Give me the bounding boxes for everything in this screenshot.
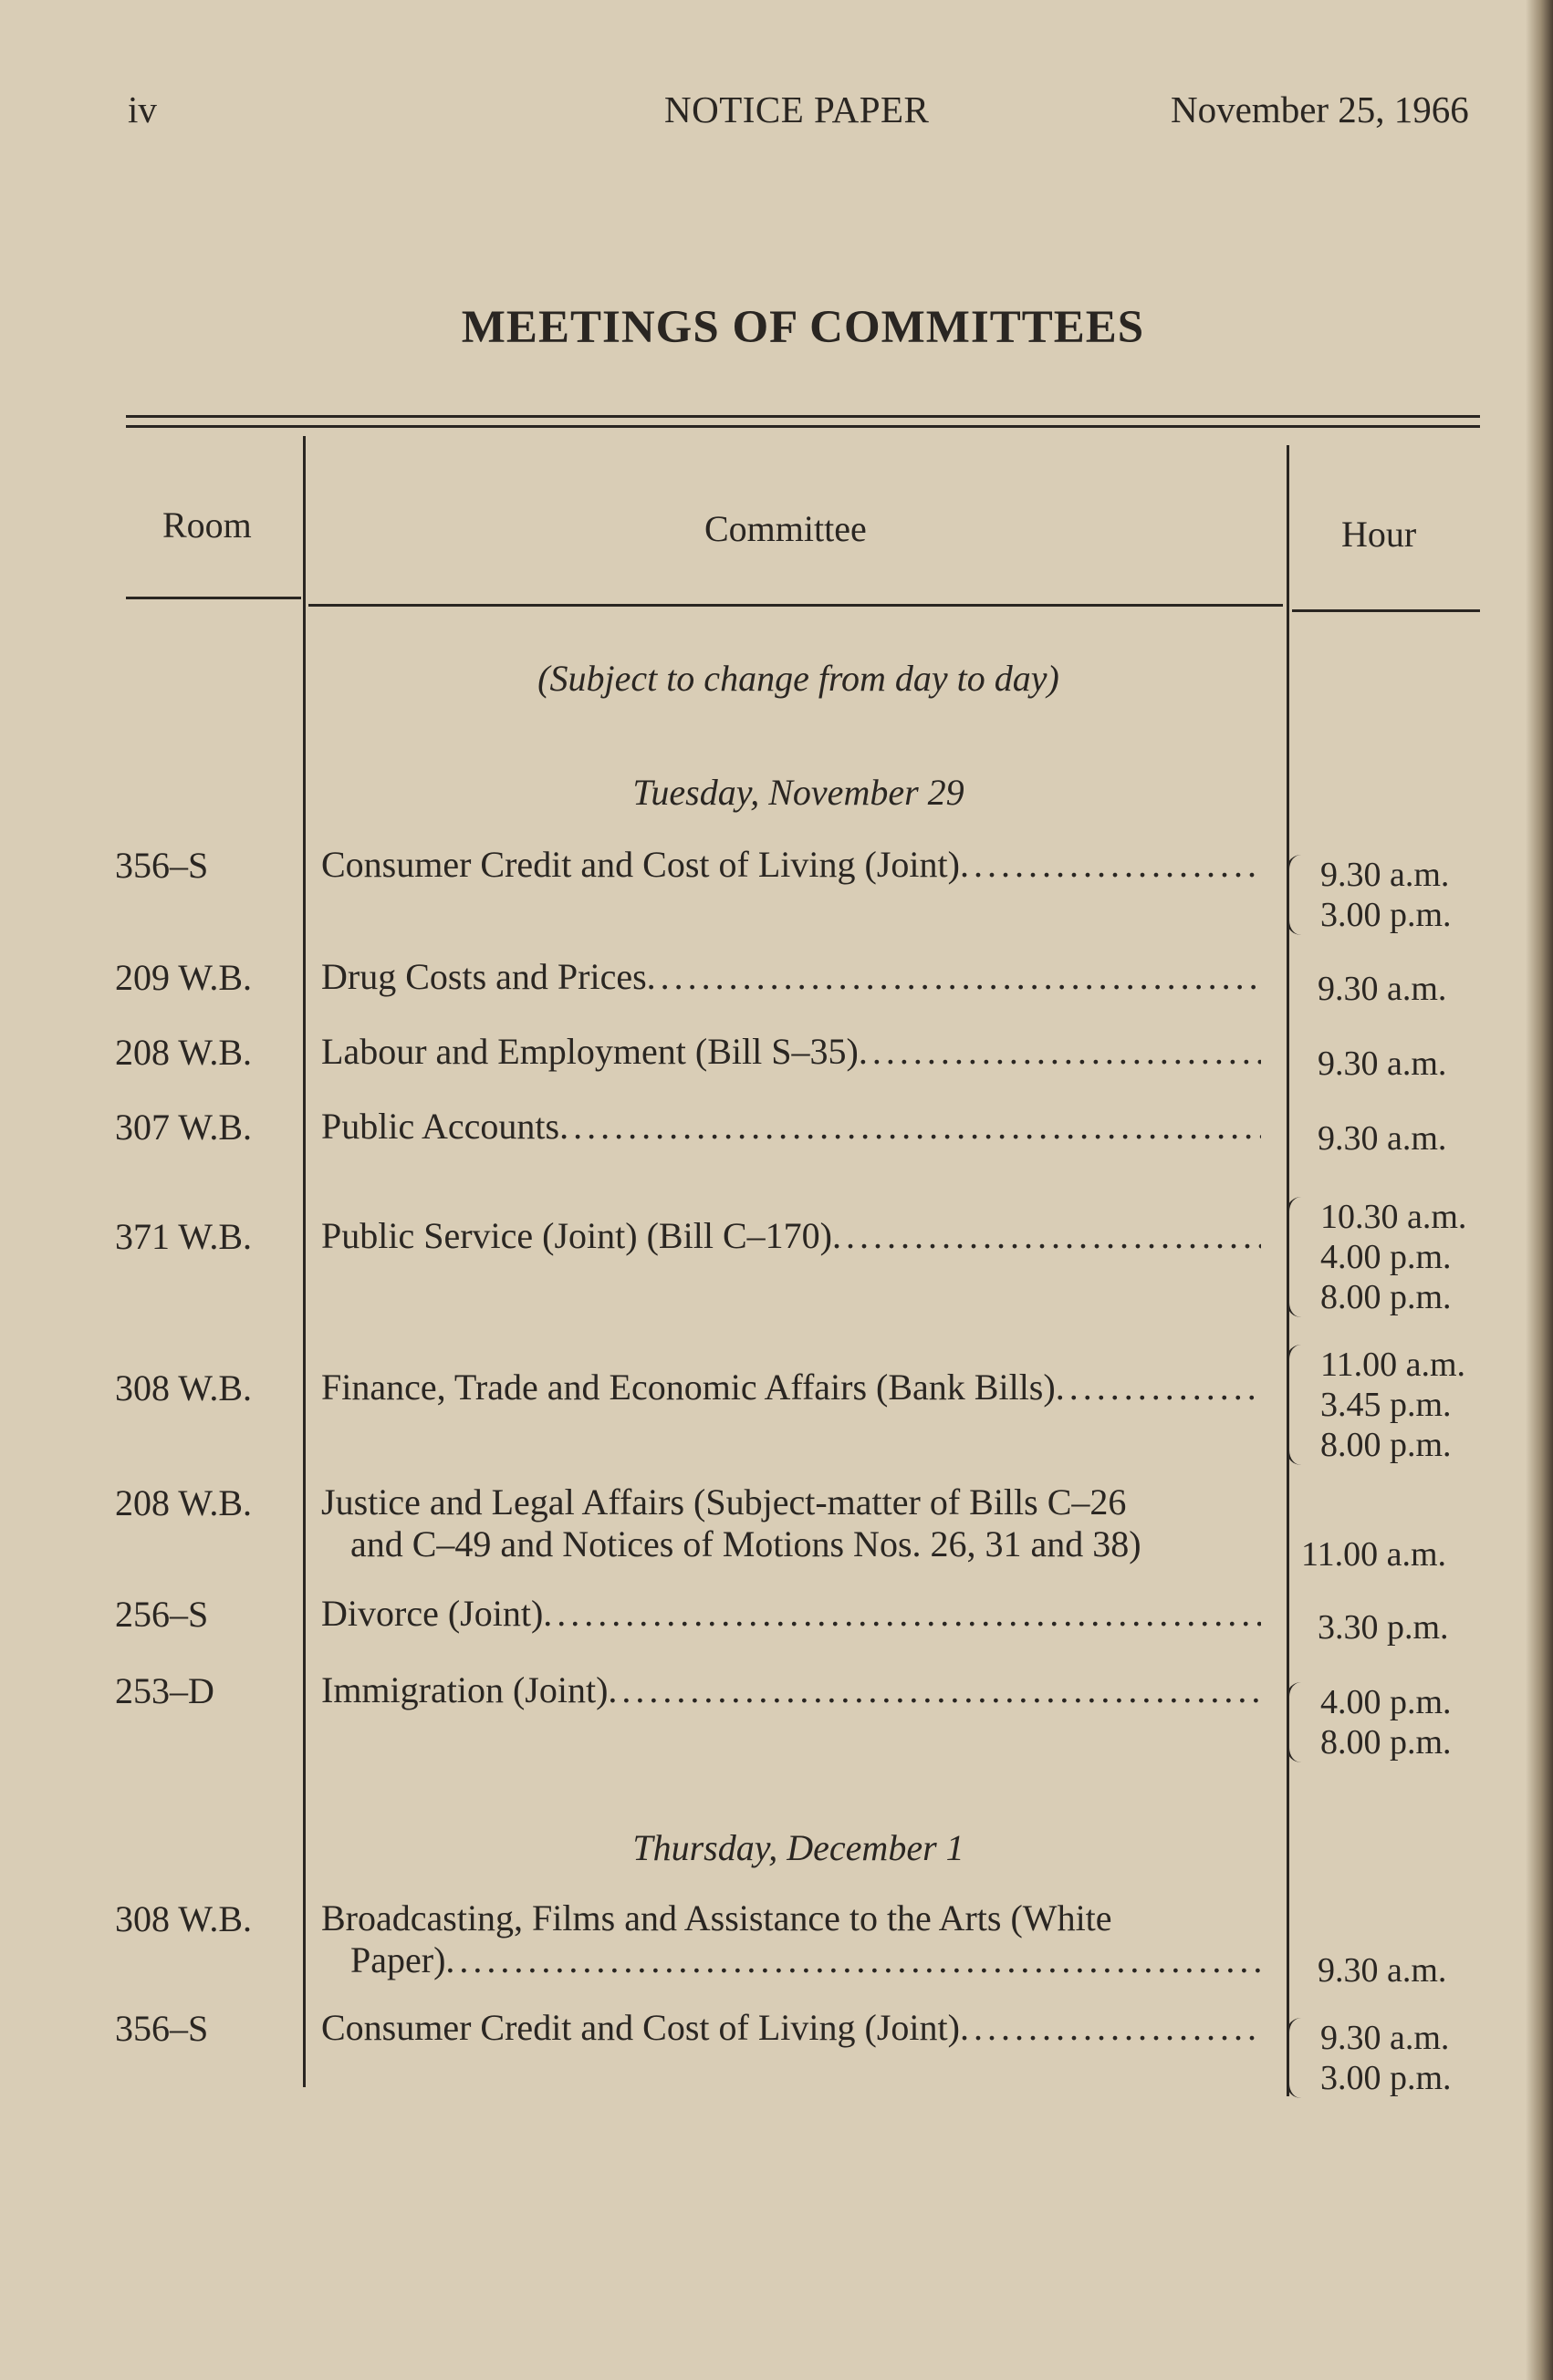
column-header-committee: Committee [704, 508, 867, 549]
hour-value: 11.00 a.m. [1320, 1346, 1466, 1384]
hour-value: 4.00 p.m. [1320, 1683, 1452, 1721]
committee-name [321, 1367, 1261, 1408]
room-number: 209 W.B. [115, 957, 253, 998]
dot-leader [445, 1939, 1261, 1981]
table-top-rule [126, 415, 1480, 418]
meeting-hours [1287, 1044, 1496, 1084]
committee-name [321, 1593, 1261, 1635]
room-number: 307 W.B. [115, 1107, 253, 1148]
schedule-note: (Subject to change from day to day) [537, 658, 1059, 699]
room-number: 356–S [115, 2008, 209, 2049]
hour-value: 9.30 a.m. [1318, 1119, 1447, 1158]
room-number: 371 W.B. [115, 1216, 253, 1257]
hour-value: 3.45 p.m. [1320, 1386, 1452, 1424]
header-rule-committee [308, 604, 1283, 607]
publication-title: NOTICE PAPER [664, 88, 930, 130]
meeting-hours [1287, 1197, 1499, 1317]
committee-name [321, 1481, 1261, 1565]
header-rule-hour [1292, 609, 1480, 612]
committee-label-continued: Paper) [350, 1939, 446, 1980]
hour-value: 3.00 p.m. [1320, 896, 1452, 934]
column-header-hour: Hour [1341, 514, 1417, 555]
publication-date: November 25, 1966 [1171, 88, 1469, 130]
dot-leader [647, 956, 1261, 998]
hour-value: 11.00 a.m. [1301, 1535, 1447, 1574]
meeting-hours [1287, 855, 1499, 935]
dot-leader [543, 1593, 1261, 1635]
dot-leader [859, 1031, 1261, 1073]
meeting-hours [1287, 1607, 1496, 1647]
room-number: 253–D [115, 1670, 214, 1711]
hour-value: 3.00 p.m. [1320, 2059, 1452, 2097]
column-header-room: Room [162, 504, 252, 546]
committee-label: Finance, Trade and Economic Affairs (Bank Bills) [321, 1367, 1056, 1408]
hour-value: 10.30 a.m. [1320, 1198, 1467, 1236]
committee-label: Labour and Employment (Bill S–35) [321, 1031, 859, 1072]
hour-value: 3.30 p.m. [1318, 1608, 1449, 1647]
committee-name [321, 1215, 1261, 1257]
committee-name [321, 1106, 1261, 1148]
committee-name [321, 956, 1261, 998]
committee-name [321, 844, 1261, 886]
meeting-hours [1287, 1682, 1499, 1762]
committee-label: Consumer Credit and Cost of Living (Joint) [321, 844, 960, 885]
room-number: 308 W.B. [115, 1367, 253, 1408]
meeting-hours [1287, 1950, 1496, 1990]
committee-label: Divorce (Joint) [321, 1593, 544, 1634]
hour-value: 9.30 a.m. [1318, 1044, 1447, 1083]
room-number: 208 W.B. [115, 1032, 253, 1073]
committee-label: Consumer Credit and Cost of Living (Joint) [321, 2007, 960, 2048]
committee-label: Public Accounts [321, 1106, 560, 1147]
committee-name [321, 1031, 1261, 1073]
meeting-hours [1287, 1534, 1496, 1575]
hour-value: 8.00 p.m. [1320, 1723, 1452, 1762]
room-number: 208 W.B. [115, 1482, 253, 1523]
room-number: 308 W.B. [115, 1898, 253, 1939]
hour-value: 4.00 p.m. [1320, 1238, 1452, 1276]
page-title: MEETINGS OF COMMITTEES [461, 302, 1145, 353]
book-spine-shadow [1526, 0, 1553, 2380]
hour-value: 9.30 a.m. [1320, 856, 1450, 894]
hour-value: 8.00 p.m. [1320, 1278, 1452, 1316]
committee-label: Broadcasting, Films and Assistance to the Arts (White [321, 1897, 1112, 1938]
room-number: 356–S [115, 845, 209, 886]
meeting-hours [1287, 2018, 1499, 2098]
meeting-hours [1287, 1345, 1499, 1465]
day-label-tuesday: Tuesday, November 29 [632, 772, 964, 813]
dot-leader [608, 1669, 1261, 1711]
meeting-hours [1287, 969, 1496, 1009]
dot-leader [1056, 1367, 1261, 1408]
committee-label-continued: and C–49 and Notices of Motions Nos. 26, 31 and 38) [350, 1523, 1141, 1564]
committee-label: Immigration (Joint) [321, 1669, 609, 1710]
day-label-thursday: Thursday, December 1 [632, 1827, 964, 1868]
dot-leader [960, 2007, 1261, 2049]
column-divider-room [303, 436, 306, 2087]
committee-name [321, 1669, 1261, 1711]
committee-label: Justice and Legal Affairs (Subject-matter of Bills C–26 [321, 1481, 1127, 1523]
committee-name [321, 1897, 1261, 1981]
committee-label: Public Service (Joint) (Bill C–170) [321, 1215, 832, 1256]
hour-value: 9.30 a.m. [1318, 1951, 1447, 1990]
committee-name [321, 2007, 1261, 2049]
header-rule-room [126, 597, 301, 599]
hour-value: 8.00 p.m. [1320, 1426, 1452, 1464]
page-number: iv [128, 88, 157, 130]
dot-leader [832, 1215, 1261, 1257]
room-number: 256–S [115, 1594, 209, 1635]
committee-label: Drug Costs and Prices [321, 956, 647, 997]
dot-leader [960, 844, 1261, 886]
dot-leader [559, 1106, 1261, 1148]
hour-value: 9.30 a.m. [1318, 970, 1447, 1008]
hour-value: 9.30 a.m. [1320, 2019, 1450, 2057]
meeting-hours [1287, 1118, 1496, 1159]
table-top-rule-inner [126, 425, 1480, 428]
